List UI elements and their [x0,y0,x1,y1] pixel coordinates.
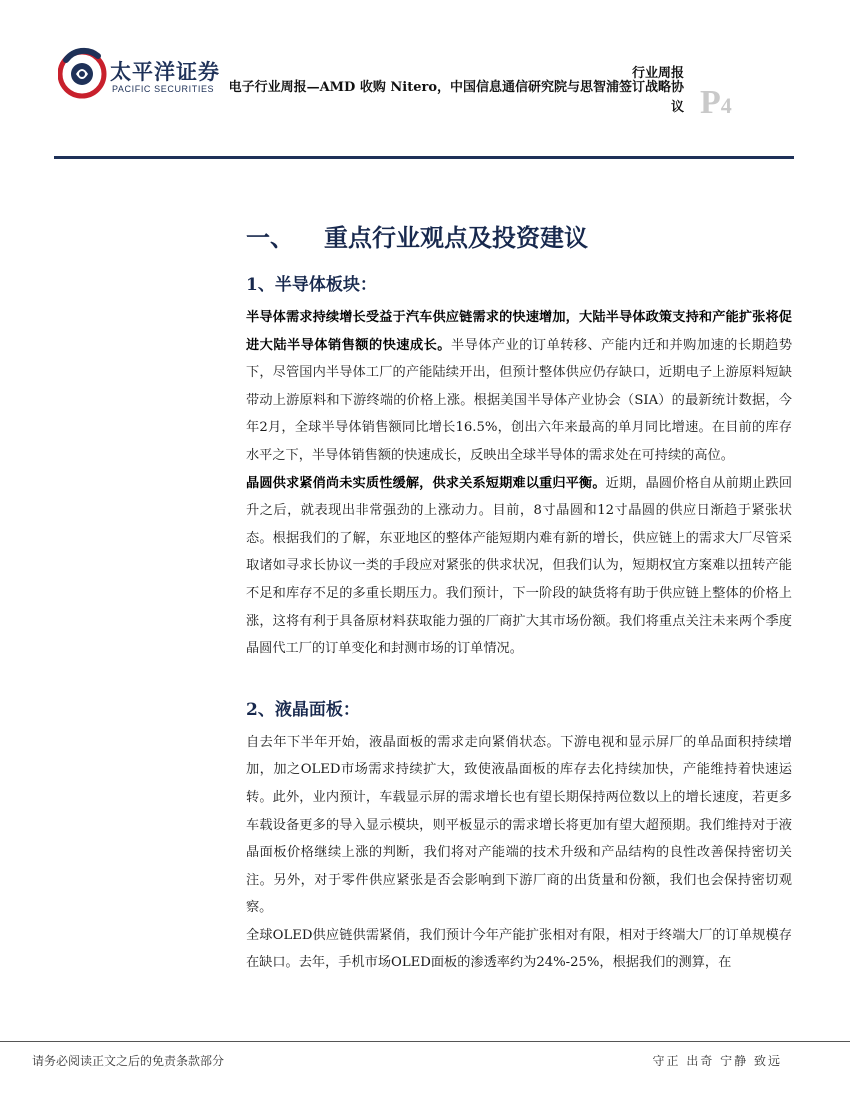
header-divider [54,156,794,159]
logo-chinese-name: 太平洋证券 [110,60,220,84]
page-number-value: 4 [720,93,732,118]
footer-motto: 守正 出奇 宁静 致远 [652,1054,782,1068]
paragraph [246,470,792,663]
section-number: 一、 [246,224,294,252]
report-title: 电子行业周报—AMD 收购 Nitero，中国信息通信研究院与思智浦签订战略协议 [228,80,684,115]
paragraph-body: 近期，晶圆价格自从前期止跌回升之后，就表现出非常强劲的上涨动力。目前，8寸晶圆和12寸晶圆的供应日渐趋于紧张状态。根据我们的了解，东亚地区的整体产能短期内难有新的增长，供应链上的需求大厂尽管采取诸如寻求长协议一类的手段应对紧张的供求状况，但我们认为，短期权宜方案难以扭转产能不足和库存不足的多重长期压力。我们预计，下一阶段的缺货将有助于供应链上整体的价格上涨，这将有利于具备原材料获取能力强的厂商扩大其市场份额。我们将重点关注未来两个季度晶圆代工厂的订单变化和封测市场的订单情况。 [246,475,793,657]
paragraph: 自去年下半年开始，液晶面板的需求走向紧俏状态。下游电视和显示屏厂的单品面积持续增加，加之OLED市场需求持续扩大，致使液晶面板的库存去化持续加快，产能维持着快速运转。此外，业内预计，车载显示屏的需求增长也有望长期保持两位数以上的增长速度，若更多车载设备更多的导入显示模块，则平板显示的需求增长将更加有望大超预期。我们维持对于液晶面板价格继续上涨的判断，我们将对产能端的技术升级和产品结构的良性改善保持密切关注。另外，对于零件供应紧张是否会影响到下游厂商的出货量和份额，我们也会保持密切观察。 [246,734,792,916]
main-content [246,216,792,977]
paragraph-body: 半导体产业的订单转移、产能内迁和并购加速的长期趋势下，尽管国内半导体工厂的产能陆续开出，但预计整体供应仍存缺口，近期电子上游原料短缺带动上游原料和下游终端的价格上涨。根据美国半导体产业协会（SIA）的最新统计数据，今年2月，全球半导体销售额同比增长16.5%，创出六年来最高的单月同比增速。在目前的库存水平之下，半导体销售额的快速成长，反映出全球半导体的需求处在可持续的高位。 [246,337,793,463]
report-type: 行业周报 [631,66,684,81]
page-number [700,84,732,122]
paragraph-lead: 晶圆供求紧俏尚未实质性缓解，供求关系短期难以重归平衡。 [246,475,606,491]
paragraph [246,304,792,470]
paragraph-lead: 半导体需求持续增长受益于汽车供应链需求的快速增加，大陆半导体政策支持和产能扩张将促进大陆半导体销售额的快速成长。 [246,310,792,353]
subsection-heading-semiconductor: 1、半导体板块： [246,275,377,295]
logo-english-name: PACIFIC SECURITIES [112,84,215,94]
company-logo [58,44,238,104]
paragraph: 全球OLED供应链供需紧俏，我们预计今年产能扩张相对有限，相对于终端大厂的订单规模存在缺口。去年，手机市场OLED面板的渗透率约为24%-25%，根据我们的测算，在 [246,927,792,971]
spacer [246,663,792,693]
section-title: 重点行业观点及投资建议 [324,224,588,252]
footer-divider [0,1041,850,1042]
subsection-heading-lcd-panel: 2、液晶面板： [246,699,360,720]
footer-disclaimer: 请务必阅读正文之后的免责条款部分 [32,1054,225,1068]
page-header [0,0,850,160]
page-number-prefix: P [700,84,721,121]
section-heading [246,216,792,260]
logo-emblem-icon [58,44,110,104]
